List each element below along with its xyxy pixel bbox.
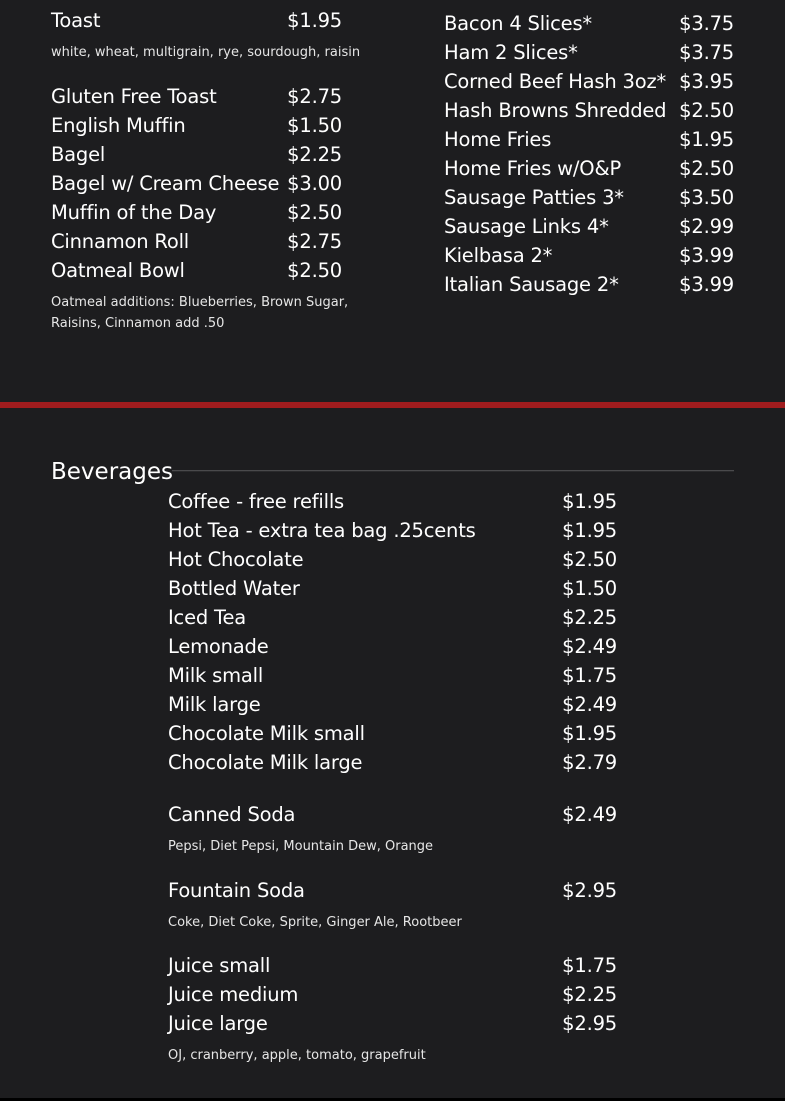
item-price: $2.49 [562,803,617,826]
menu-item [51,140,342,169]
menu-item [168,487,617,516]
item-price: $3.99 [679,273,734,296]
item-price: $1.95 [562,722,617,745]
item-price: $1.50 [562,577,617,600]
menu-item [51,227,342,256]
menu-item-canned-soda [168,800,617,829]
item-name: Lemonade [168,635,269,658]
menu-item [51,82,342,111]
item-price: $2.49 [562,635,617,658]
item-name: Gluten Free Toast [51,85,217,108]
menu-item [168,661,617,690]
menu-item [444,67,734,96]
item-price: $2.50 [287,201,342,224]
item-name: Juice medium [168,983,299,1006]
toast-bread-options: white, wheat, multigrain, rye, sourdough, raisin [51,45,361,60]
menu-item-juice [168,980,617,1009]
item-name: Milk large [168,693,261,716]
oatmeal-additions-note: Oatmeal additions: Blueberries, Brown Sugar, [51,295,349,310]
item-name: Bagel w/ Cream Cheese [51,172,280,195]
menu-item-juice [168,951,617,980]
menu-item [51,111,342,140]
juice-flavors: OJ, cranberry, apple, tomato, grapefruit [168,1048,426,1063]
item-name: Chocolate Milk small [168,722,365,745]
item-price: $3.75 [679,41,734,64]
item-price: $3.00 [287,172,342,195]
item-price: $2.95 [562,1012,617,1035]
menu-item [444,38,734,67]
menu-item [168,603,617,632]
fountain-soda-flavors: Coke, Diet Coke, Sprite, Ginger Ale, Rootbeer [168,915,462,930]
item-price: $2.50 [679,99,734,122]
item-name: Sausage Patties 3* [444,186,624,209]
menu-item [444,270,734,299]
item-price: $1.95 [562,519,617,542]
item-name: Cinnamon Roll [51,230,190,253]
item-name: Hash Browns Shredded [444,99,667,122]
menu-item [444,183,734,212]
sides-section [0,0,785,402]
item-price: $3.75 [679,12,734,35]
item-name: Oatmeal Bowl [51,259,185,282]
item-name: Fountain Soda [168,879,305,902]
menu-item [168,748,617,777]
heading-rule [172,470,734,472]
item-price: $2.25 [562,606,617,629]
item-price: $1.95 [562,490,617,513]
item-name: Hot Tea - extra tea bag .25cents [168,519,476,542]
menu-item [444,125,734,154]
menu-item [168,719,617,748]
item-price: $2.50 [562,548,617,571]
item-name: Sausage Links 4* [444,215,609,238]
item-price: $2.50 [287,259,342,282]
item-name: Bottled Water [168,577,300,600]
menu-item-fountain-soda [168,876,617,905]
item-price: $2.25 [287,143,342,166]
item-price: $2.50 [679,157,734,180]
menu-item [168,690,617,719]
item-price: $1.50 [287,114,342,137]
item-name: Chocolate Milk large [168,751,363,774]
item-name: Juice small [168,954,271,977]
item-name: Bacon 4 Slices* [444,12,592,35]
menu-item [168,516,617,545]
menu-item [168,574,617,603]
item-price: $2.99 [679,215,734,238]
item-name: Hot Chocolate [168,548,304,571]
item-name: Muffin of the Day [51,201,217,224]
item-name: Toast [51,9,101,32]
oatmeal-additions-note: Raisins, Cinnamon add .50 [51,316,225,331]
canned-soda-flavors: Pepsi, Diet Pepsi, Mountain Dew, Orange [168,839,434,854]
item-price: $1.95 [287,9,342,32]
item-name: Bagel [51,143,106,166]
item-price: $1.75 [562,954,617,977]
item-price: $2.79 [562,751,617,774]
item-name: Iced Tea [168,606,246,629]
item-name: Ham 2 Slices* [444,41,578,64]
item-name: Canned Soda [168,803,296,826]
menu-item [168,545,617,574]
item-price: $1.75 [562,664,617,687]
menu-item [444,212,734,241]
menu-item-juice [168,1009,617,1038]
item-price: $3.95 [679,70,734,93]
menu-item [444,241,734,270]
menu-item [444,96,734,125]
menu-item [168,632,617,661]
item-name: Home Fries [444,128,552,151]
menu-item [444,154,734,183]
menu-item [51,169,342,198]
beverages-heading: Beverages [51,459,173,485]
item-price: $1.95 [679,128,734,151]
item-price: $3.50 [679,186,734,209]
menu-item [444,9,734,38]
item-price: $2.75 [287,85,342,108]
item-name: Italian Sausage 2* [444,273,619,296]
item-name: Coffee - free refills [168,490,345,513]
item-price: $3.99 [679,244,734,267]
menu-item [51,256,342,285]
beverages-section [0,408,785,1101]
item-name: English Muffin [51,114,186,137]
menu-item-toast [51,6,342,35]
item-name: Milk small [168,664,264,687]
item-name: Home Fries w/O&P [444,157,622,180]
item-price: $2.75 [287,230,342,253]
item-name: Juice large [168,1012,268,1035]
menu-item [51,198,342,227]
item-price: $2.95 [562,879,617,902]
item-name: Kielbasa 2* [444,244,553,267]
item-price: $2.49 [562,693,617,716]
item-name: Corned Beef Hash 3oz* [444,70,667,93]
item-price: $2.25 [562,983,617,1006]
